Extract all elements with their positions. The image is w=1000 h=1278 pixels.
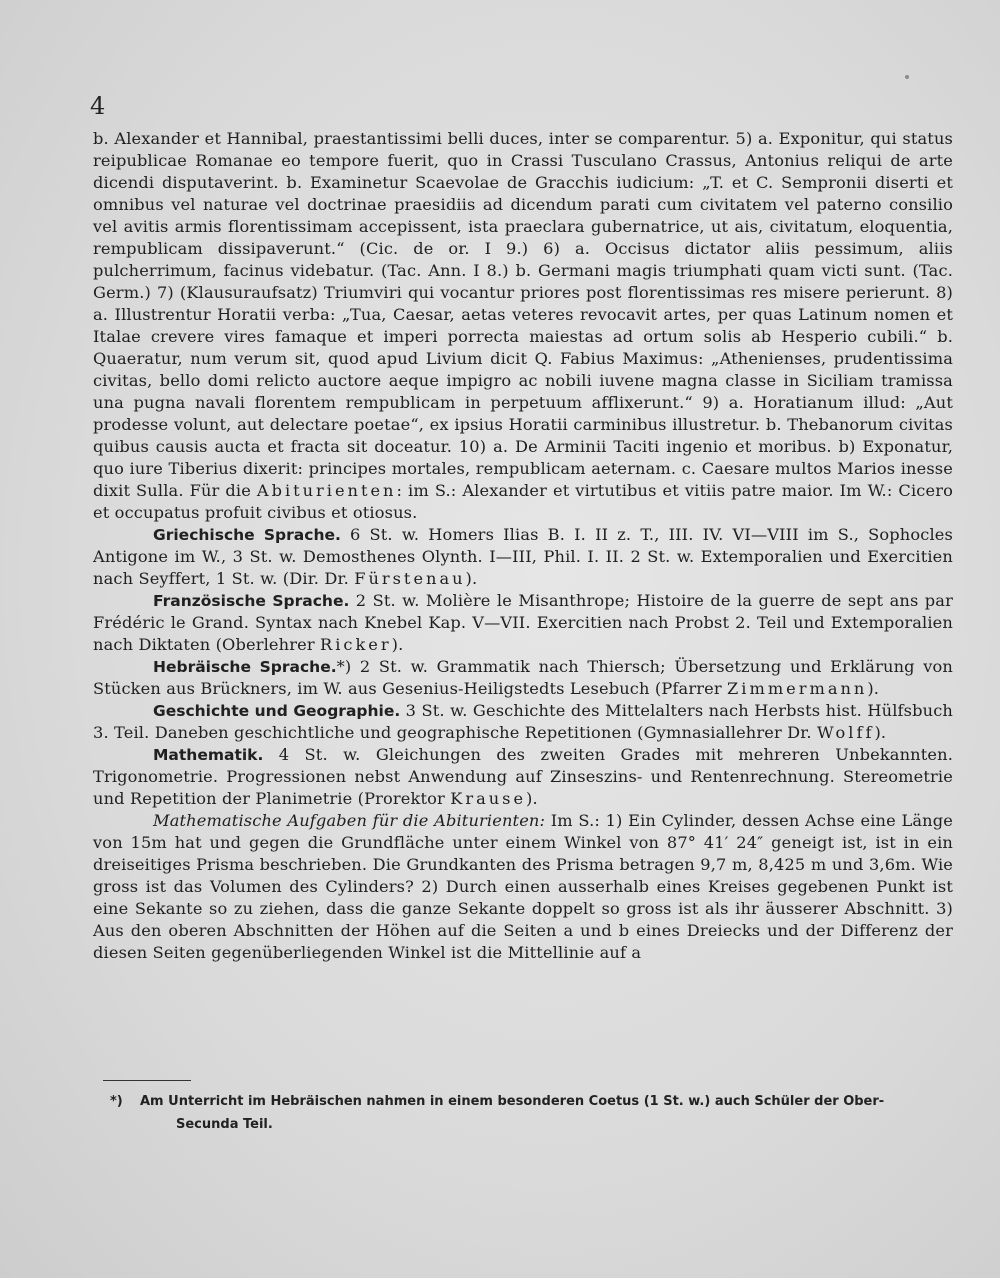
text-run: b. Alexander et Hannibal, praestantissimi belli duces, inter se comparentur. 5) a. Exponitur, qui status reipublicae Romanae eo tempore fuerit, quo in Crassi Tusculano Crassus, Antonius reliqui de arte dicendi disputaverint. b. Examinetur Scaevolae de Gracchis iudicium: „T. et C. Sempronii diserti et omnibus vel naturae vel doctrinae praesidiis ad dicendum parati cum civitatem vel paterno consilio vel avitis armis florentissimam accepissent, ista praeclara gubernatrice, ut ais, civitatum, eloquentia, rempublicam dissipaverunt.“ (Cic. de or. I 9.) 6) a. Occisus dictator aliis pessimum, aliis pulcherrimum, facinus videbatur. (Tac. Ann. I 8.) b. Germani magis triumphati quam victi sunt. (Tac. Germ.) 7) (Klausuraufsatz) Triumviri qui vocantur priores post florentissimas res misere perierunt. 8) a. Illustrentur Horatii verba: „Tua, Caesar, aetas veteres revocavit artes, per quas Latinum nomen et Italae crevere vires famaque et imperi porrecta maiestas ad ortum solis ab Hesperio cubili.“ b. Quaeratur, num verum sit, quod apud Livium dicit Q. Fabius Maximus: „Athenienses, prudentissima civitas, bello domi relicto auctore aeque impigro ac nobili iuvene magna classe in Siciliam tramissa una pugna navali florentem rempublicam in perpetuum afflixerunt.“ 9) a. Horatianum illud: „Aut prodesse volunt, aut delectare poetae“, ex ipsius Horatii carminibus illustretur. b. Thebanorum civitas quibus causis aucta et fracta sit doceatur. 10) a. De Arminii Taciti ingenio et moribus. b) Exponatur, quo iure Tiberius dixerit: principes mortales, rempublicam aeternam. c. Caesare multos Marios inesse dixit Sulla. Für die [93,129,953,500]
paragraph [93,128,953,524]
paragraph [93,810,953,964]
text-run: 2 St. w. Molière le Misanthrope; Histoire de la guerre de sept ans par Frédéric le Grand. Syntax nach Knebel Kap. V—VII. Exercitien nach Probst 2. Teil und Extemporalien nach Diktaten (Oberlehrer [93,591,953,654]
italic-caption: Mathematische Aufgaben für die Abiturienten: [153,811,546,830]
text-run: ). [874,723,887,742]
footnote-marker: *) [110,1094,123,1109]
text-run: ). [391,635,404,654]
spaced-name: Wolff [817,723,875,742]
spaced-name: Abiturienten [256,481,397,500]
paragraph [93,700,953,744]
footnote-line-2: Secunda Teil. [176,1117,273,1132]
paper-speck [905,75,909,79]
body-text [93,128,953,964]
footnote-line-1: Am Unterricht im Hebräischen nahmen in einem besonderen Coetus (1 St. w.) auch Schüler der Ober- [140,1094,885,1109]
spaced-name: Zimmermann [727,679,868,698]
text-run: Im S.: 1) Ein Cylinder, dessen Achse eine Länge von 15m hat und gegen die Grundfläche unter einem Winkel von 87° 41′ 24″ geneigt ist, ist in ein dreiseitiges Prisma beschrieben. Die Grundkanten des Prisma betragen 9,7 m, 8,425 m und 3,6m. Wie gross ist das Volumen des Cylinders? 2) Durch einen ausserhalb eines Kreises gegebenen Punkt ist eine Sekante so zu ziehen, dass die ganze Sekante doppelt so gross ist als ihr äusserer Abschnitt. 3) Aus den oberen Abschnitten der Höhen auf die Seiten a und b eines Dreiecks und der Differenz der diesen Seiten gegenüberliegenden Winkel ist die Mittellinie auf a [93,811,953,962]
text-run: : im S.: Alexander et virtutibus et vitiis patre maior. Im W.: Cicero et occupatus profuit civibus et otiosus. [93,481,953,522]
section-heading: Französische Sprache. [153,592,350,610]
text-run: ). [526,789,538,808]
section-heading: Geschichte und Geographie. [153,702,401,720]
page-number: 4 [90,92,106,120]
section-heading: Mathematik. [153,746,264,764]
text-run: ). [867,679,880,698]
text-run: 4 St. w. Gleichungen des zweiten Grades mit mehreren Unbekannten. Trigonometrie. Progressionen nebst Anwendung auf Zinseszins- und Rentenrechnung. Stereometrie und Repetition der Planimetrie (Prorektor [93,745,953,808]
paragraph [93,524,953,590]
paragraph [93,744,953,810]
footnote [110,1090,955,1136]
footnote-divider [103,1080,191,1081]
section-heading: Griechische Sprache. [153,526,341,544]
text-run: 3 St. w. Geschichte des Mittelalters nach Herbsts hist. Hülfsbuch 3. Teil. Daneben geschichtliche und geographische Repetitionen (Gymnasiallehrer Dr. [93,701,954,742]
spaced-name: Krause [450,789,527,808]
text-run: 6 St. w. Homers Ilias B. I. II z. T., III. IV. VI—VIII im S., Sophocles Antigone im W., 3 St. w. Demosthenes Olynth. I—III, Phil. I. II. 2 St. w. Extemporalien und Exercitien nach Seyffert, 1 St. w. (Dir. Dr. [93,525,953,588]
text-run: *) 2 St. w. Grammatik nach Thiersch; Übersetzung und Erklärung von Stücken aus Brückners, im W. aus Gesenius-Heiligstedts Lesebuch (Pfarrer [93,657,953,698]
section-heading: Hebräische Sprache. [153,658,337,676]
text-run: ). [465,569,478,588]
paragraph [93,656,953,700]
paragraph [93,590,953,656]
spaced-name: Fürstenau [354,569,466,588]
spaced-name: Ricker [320,635,392,654]
